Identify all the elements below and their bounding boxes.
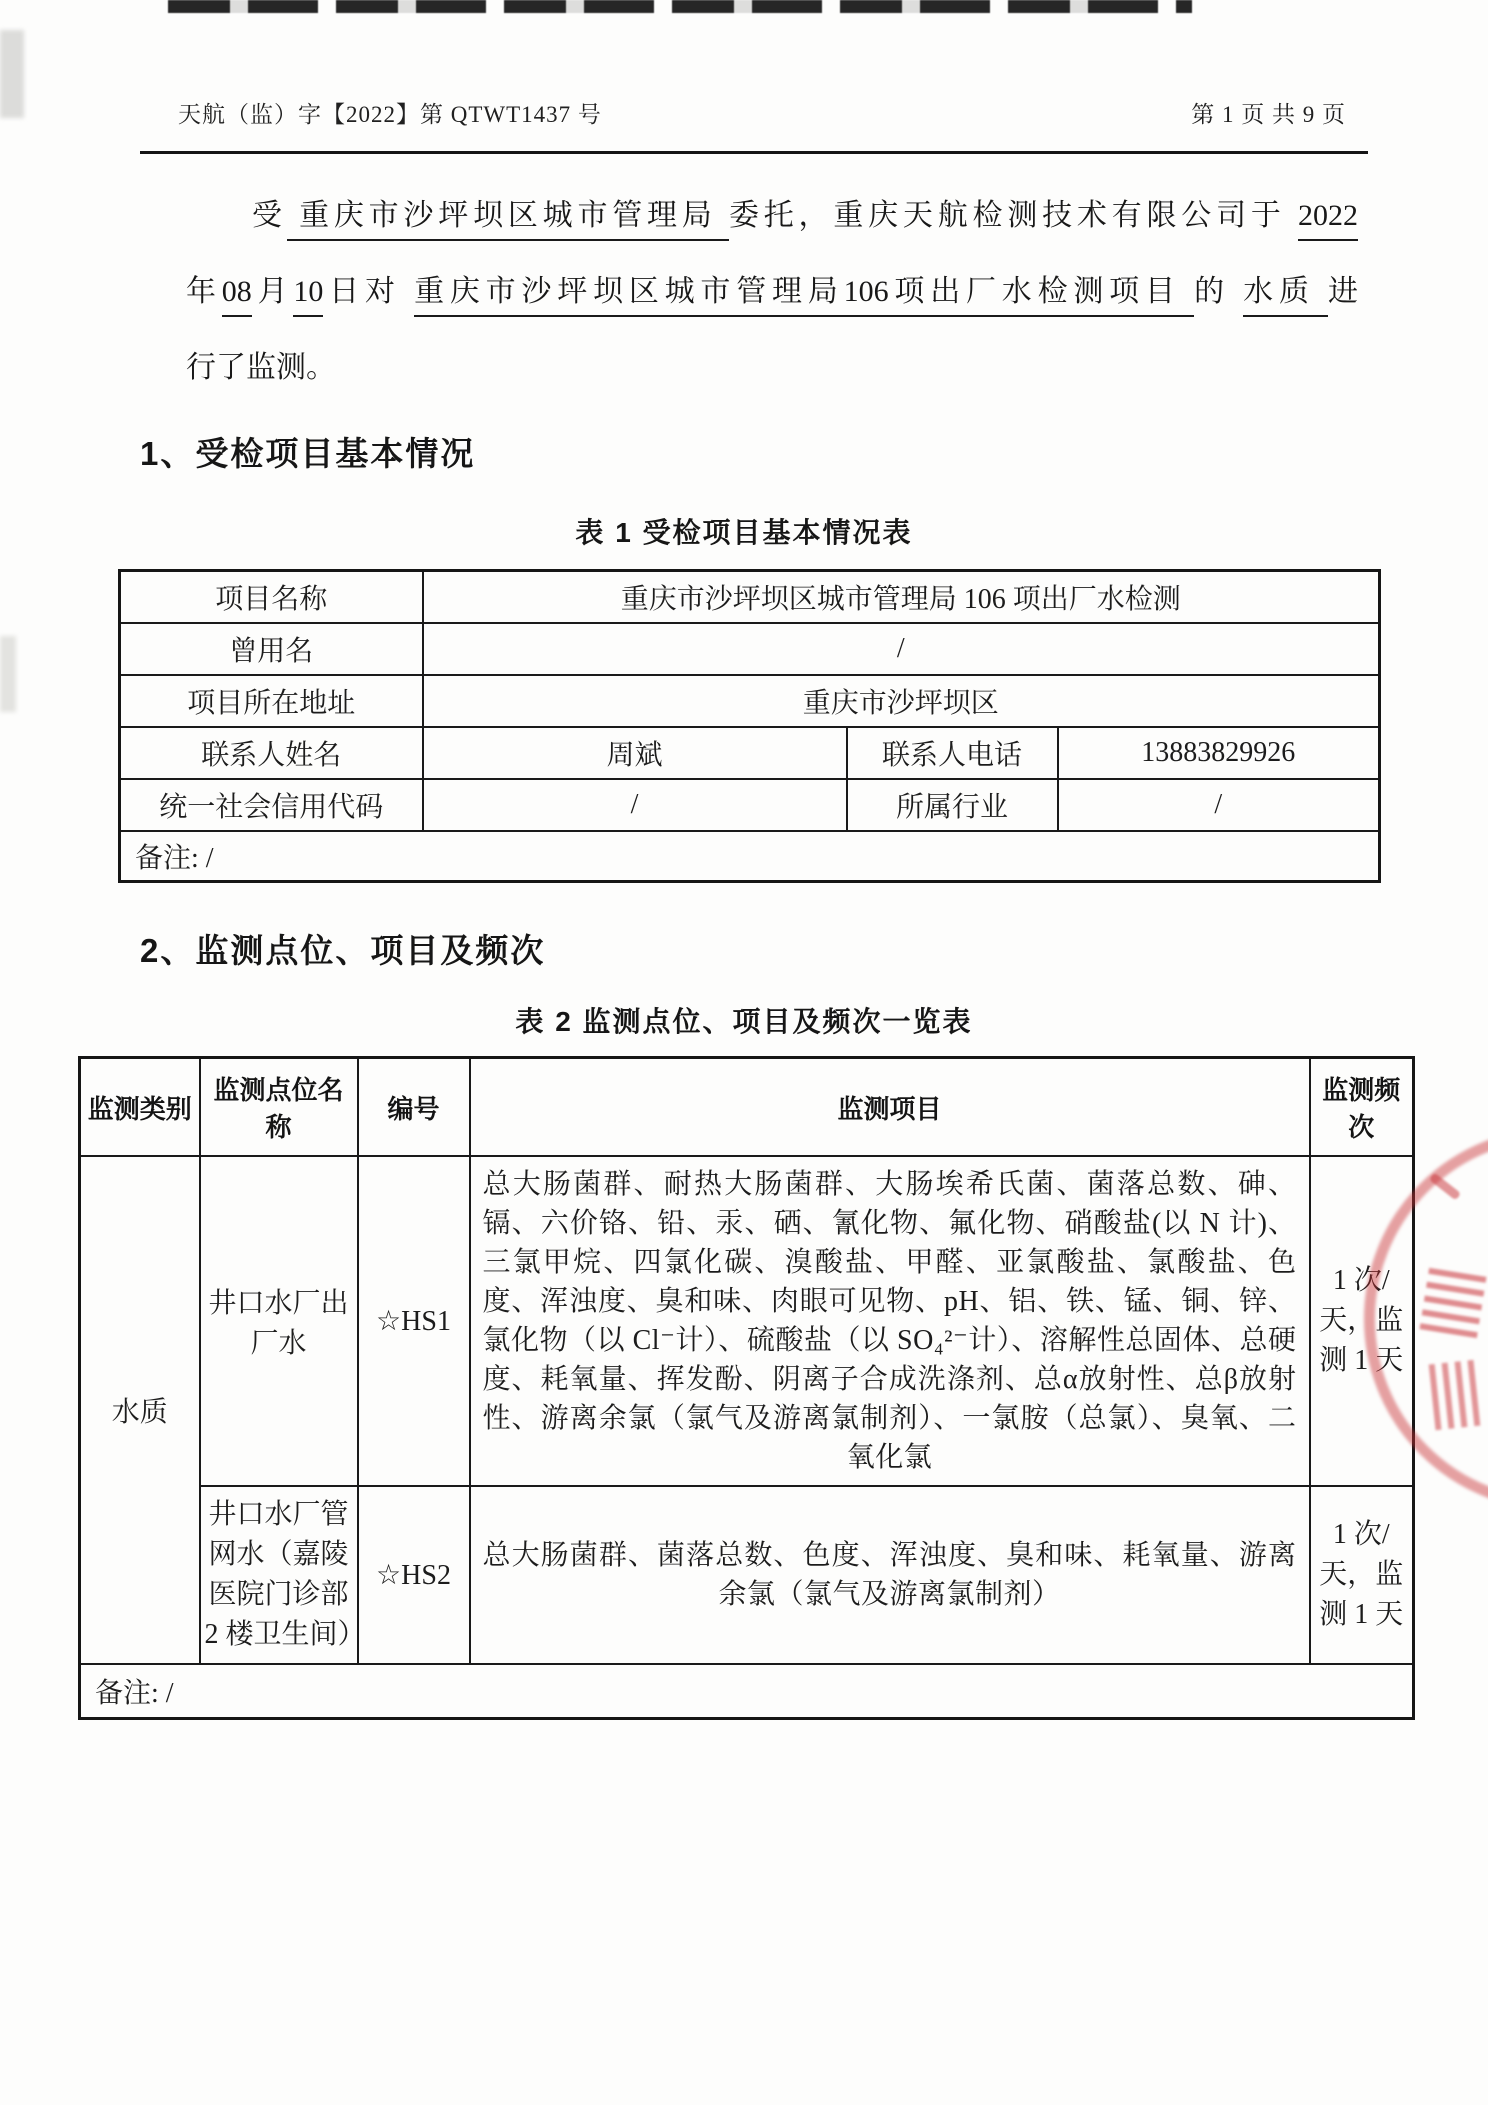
table-row <box>120 675 1380 727</box>
underlined-text: 08 <box>222 275 252 317</box>
section-1-heading: 1、受检项目基本情况 <box>140 435 476 472</box>
text: 行了监测。 <box>186 351 336 384</box>
project-name-label: 项目名称 <box>120 571 423 624</box>
text: 进 <box>1328 275 1359 308</box>
table-row <box>80 1156 1414 1486</box>
col-header-frequency: 监测频次 <box>1310 1058 1414 1157</box>
table-row <box>120 623 1380 675</box>
underlined-text: 重庆市沙坪坝区城市管理局106项出厂水检测项目 <box>414 275 1194 317</box>
phone-value: 13883829926 <box>1058 727 1380 779</box>
site-code: ☆HS1 <box>358 1156 470 1486</box>
credit-code-value: / <box>423 779 847 831</box>
intro-line <box>186 330 1358 406</box>
monitoring-items: 总大肠菌群、耐热大肠菌群、大肠埃希氏菌、菌落总数、砷、镉、六价铬、铅、汞、硒、氰化物、氟化物、硝酸盐(以 N 计)、三氯甲烷、四氯化碳、溴酸盐、甲醛、亚氯酸盐、氯酸盐、色度、浑浊度、臭和味、肉眼可见物、pH、铝、铁、锰、铜、锌、氯化物（以 Cl⁻计）、硫酸盐（以 SO₄²⁻计）、溶解性总固体、总硬度、耗氧量、挥发酚、阴离子合成洗涤剂、总α放射性、总β放射性、游离余氯（氯气及游离氯制剂）、一氯胺（总氯）、臭氧、二氧化氯 <box>470 1156 1310 1486</box>
scan-artifact-smudge <box>0 636 16 712</box>
address-label: 项目所在地址 <box>120 675 423 727</box>
text: 年 <box>186 275 222 308</box>
section-2-heading: 2、监测点位、项目及频次 <box>140 932 546 969</box>
table-monitoring-plan <box>78 1056 1415 1720</box>
industry-value: / <box>1058 779 1380 831</box>
monitoring-frequency: 1 次/天，监测 1 天 <box>1310 1486 1414 1664</box>
table-row <box>120 831 1380 882</box>
page-header <box>0 0 1488 129</box>
red-seal-fragment <box>1429 1360 1482 1430</box>
underlined-text: 2022 <box>1298 199 1358 241</box>
underlined-text: 10 <box>293 275 323 317</box>
table-row <box>80 1664 1414 1719</box>
phone-label: 联系人电话 <box>847 727 1058 779</box>
former-name-value: / <box>423 623 1380 675</box>
intro-paragraph <box>186 178 1358 406</box>
former-name-label: 曾用名 <box>120 623 423 675</box>
page-number: 第 1 页 共 9 页 <box>1191 102 1346 127</box>
text: 日对 <box>323 275 415 308</box>
contact-label: 联系人姓名 <box>120 727 423 779</box>
text: 的 <box>1194 275 1244 308</box>
text: 月 <box>251 275 294 308</box>
table-2-remark: 备注: / <box>80 1664 1414 1719</box>
contact-value: 周斌 <box>423 727 847 779</box>
table-1-caption: 表 1 受检项目基本情况表 <box>575 517 913 548</box>
underlined-text: 重庆市沙坪坝区城市管理局 <box>287 199 729 241</box>
table-2-caption: 表 2 监测点位、项目及频次一览表 <box>515 1006 973 1037</box>
table-row <box>80 1486 1414 1664</box>
text: 委托，重庆天航检测技术有限公司于 <box>728 199 1298 232</box>
underlined-text: 水质 <box>1243 275 1328 317</box>
scan-artifact-smudge <box>0 30 24 118</box>
address-value: 重庆市沙坪坝区 <box>423 675 1380 727</box>
intro-line <box>186 178 1358 254</box>
red-seal-fragment <box>1420 1268 1487 1338</box>
col-header-category: 监测类别 <box>80 1058 200 1157</box>
category-water-quality: 水质 <box>80 1156 200 1664</box>
header-divider <box>140 151 1368 154</box>
intro-line <box>186 254 1358 330</box>
site-name: 井口水厂管网水（嘉陵医院门诊部 2 楼卫生间） <box>200 1486 358 1664</box>
industry-label: 所属行业 <box>847 779 1058 831</box>
table-row <box>120 727 1380 779</box>
text: 受 <box>252 199 287 232</box>
col-header-site: 监测点位名称 <box>200 1058 358 1157</box>
col-header-items: 监测项目 <box>470 1058 1310 1157</box>
col-header-code: 编号 <box>358 1058 470 1157</box>
table-row <box>120 779 1380 831</box>
monitoring-frequency: 1 次/天，监测 1 天 <box>1310 1156 1414 1486</box>
table-1-remark: 备注: / <box>120 831 1380 882</box>
credit-code-label: 统一社会信用代码 <box>120 779 423 831</box>
document-number: 天航（监）字【2022】第 QTWT1437 号 <box>178 102 602 127</box>
site-name: 井口水厂出厂水 <box>200 1156 358 1486</box>
table-header-row <box>80 1058 1414 1157</box>
site-code: ☆HS2 <box>358 1486 470 1664</box>
project-name-value: 重庆市沙坪坝区城市管理局 106 项出厂水检测 <box>423 571 1380 624</box>
table-basic-info <box>118 569 1381 883</box>
monitoring-items: 总大肠菌群、菌落总数、色度、浑浊度、臭和味、耗氧量、游离余氯（氯气及游离氯制剂） <box>470 1486 1310 1664</box>
scan-artifact-top-strip <box>168 0 1192 13</box>
table-row <box>120 571 1380 624</box>
